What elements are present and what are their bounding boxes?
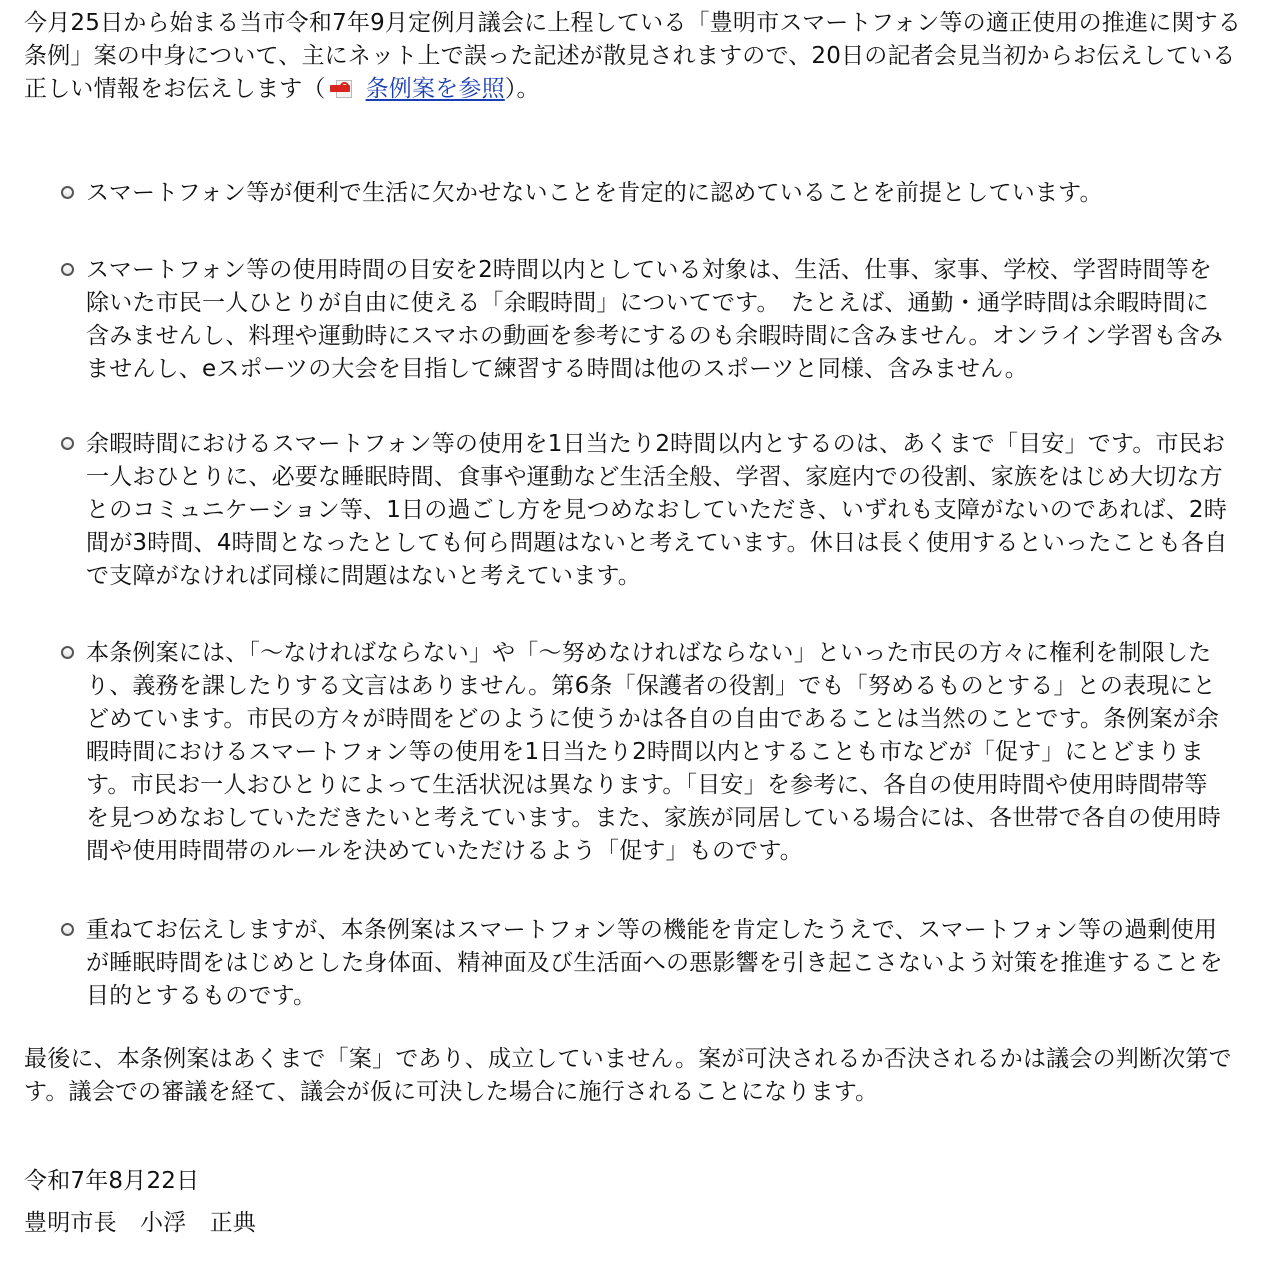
pdf-icon xyxy=(330,79,356,99)
list-item-text: スマートフォン等の使用時間の目安を2時間以内としている対象は、生活、仕事、家事、学校、学習時間等を除いた市民一人ひとりが自由に使える「余暇時間」についてです。 たとえば、通勤・通学時間は余暇時間に含みませんし、料理や運動時にスマホの動画を参考にするのも余暇時間に含みません。オンライン学習も含みませんし、eスポーツの大会を目指して練習する時間は他のスポーツと同様、含みません。 xyxy=(86,257,1224,382)
intro-text-end: ）。 xyxy=(504,76,540,102)
list-item xyxy=(60,914,1230,1013)
ordinance-draft-link[interactable] xyxy=(326,76,505,102)
list-item-text: 重ねてお伝えしますが、本条例案はスマートフォン等の機能を肯定したうえで、スマートフォン等の過剰使用が睡眠時間をはじめとした身体面、精神面及び生活面への悪影響を引き起こさないよう対策を推進することを目的とするものです。 xyxy=(86,917,1223,1009)
intro-text: 今月25日から始まる当市令和7年9月定例月議会に上程している「豊明市スマートフォン等の適正使用の推進に関する条例」案の中身について、主にネット上で誤った記述が散見されますので、20日の記者会見当初からお伝えしている正しい情報をお伝えします（ xyxy=(24,10,1242,102)
circle-bullet-icon xyxy=(60,914,86,947)
list-item xyxy=(60,637,1230,868)
document-date: 令和7年8月22日 xyxy=(24,1168,200,1194)
list-item-text: 本条例案には、「～なければならない」や「～努めなければならない」といった市民の方々に権利を制限したり、義務を課したりする文言はありません。第6条「保護者の役割」でも「努めるものとする」との表現にとどめています。市民の方々が時間をどのように使うかは各自の自由であることは当然のことです。条例案が余暇時間におけるスマートフォン等の使用を1日当たり2時間以内とすることも市などが「促す」にとどまります。市民お一人おひとりによって生活状況は異なります。「目安」を参考に、各自の使用時間や使用時間帯等を見つめなおしていただきたいと考えています。また、家族が同居している場合には、各世帯で各自の使用時間や使用時間帯のルールを決めていただけるよう「促す」ものです。 xyxy=(86,640,1221,864)
closing-paragraph: 最後に、本条例案はあくまで「案」であり、成立していません。案が可決されるか否決されるかは議会の判断次第です。議会での審議を経て、議会が仮に可決した場合に施行されることになります。 xyxy=(24,1046,1232,1105)
circle-bullet-icon xyxy=(60,254,86,287)
circle-bullet-icon xyxy=(60,637,86,670)
list-item xyxy=(60,428,1230,593)
intro-paragraph xyxy=(24,0,1244,106)
circle-bullet-icon xyxy=(60,428,86,461)
signer-name: 豊明市長 小浮 正典 xyxy=(24,1210,256,1236)
ordinance-draft-link-label: 条例案を参照 xyxy=(365,76,505,102)
list-item xyxy=(60,177,1230,210)
list-item xyxy=(60,254,1230,386)
circle-bullet-icon xyxy=(60,177,86,210)
list-item-text: 余暇時間におけるスマートフォン等の使用を1日当たり2時間以内とするのは、あくまで「目安」です。市民お一人おひとりに、必要な睡眠時間、食事や運動など生活全般、学習、家庭内での役割、家族をはじめ大切な方とのコミュニケーション等、1日の過ごし方を見つめなおしていただき、いずれも支障がないのであれば、2時間が3時間、4時間となったとしても何ら問題はないと考えています。休日は長く使用するといったことも各自で支障がなければ同様に問題はないと考えています。 xyxy=(86,431,1228,589)
list-item-text: スマートフォン等が便利で生活に欠かせないことを肯定的に認めていることを前提としています。 xyxy=(86,180,1103,206)
